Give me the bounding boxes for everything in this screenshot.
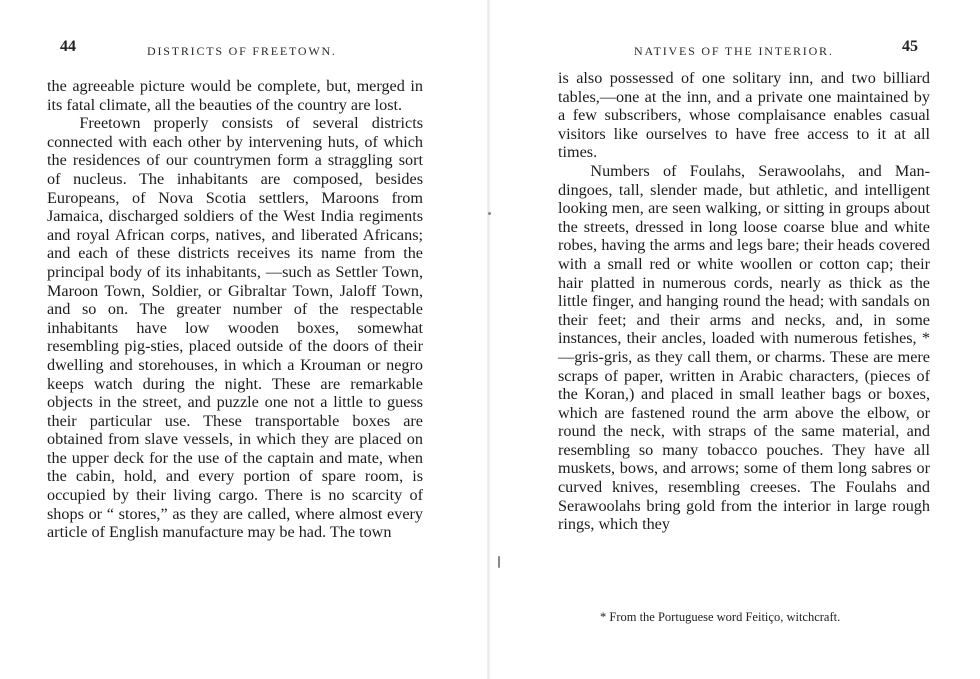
scan-speck: [488, 212, 491, 215]
page-number-right: 45: [902, 38, 918, 55]
paragraph: the agreeable picture would be complete, but, merged in its fatal climate, all the beauties of the country are lost.: [47, 77, 423, 114]
scan-speck: [498, 556, 500, 568]
page-number-left: 44: [60, 38, 76, 55]
running-head-right: NATIVES OF THE INTERIOR.: [634, 44, 834, 58]
right-page: [490, 0, 980, 679]
paragraph: is also possessed of one solitary inn, and two billiard tables,—one at the inn, and a private one maintained by a few subscribers, whose complaisance enables casual visitors like ourselves to have free access to it at all times.: [558, 69, 930, 162]
running-head-left: DISTRICTS OF FREETOWN.: [147, 44, 337, 58]
paragraph: Freetown properly consists of several districts connected with each other by intervening huts, of which the residences of our countrymen form a straggling sort of nucleus. The inhabitants are composed, besides Europeans, of Nova Scotia settlers, Maroons from Jamaica, discharged soldiers of the West India regiments and royal African corps, natives, and liberated Africans; and each of these districts receives its name from the principal body of its inhabitants, —such as Settler Town, Maroon Town, Soldier, or Gibraltar Town, Jaloff Town, and so on. The greater number of the respectable inhabitants have low wooden boxes, somewhat resembling pig-sties, placed outside of the doors of their dwelling and storehouses, in which a Krouman or negro keeps watch during the night. These are remarkable objects in the street, and puzzle one not a little to guess their particular use. These transportable boxes are obtained from slave vessels, in which they are placed on the upper deck for the use of the captain and mate, when the cabin, hold, and every portion of spare room, is occupied by their living cargo. There is no scarcity of shops or “ stores,” as they are called, where almost every article of English manufacture may be had. The town: [47, 114, 423, 542]
left-body-text: [47, 77, 423, 542]
right-body-text: [558, 69, 930, 534]
footnote: * From the Portuguese word Feitiço, witchcraft.: [600, 610, 841, 624]
paragraph: Numbers of Foulahs, Serawoolahs, and Mandingoes, tall, slender made, but athletic, and intelligent looking men, are seen walking, or sitting in groups about the streets, dressed in long loose coarse blue and white robes, having the arms and legs bare; their heads covered with a small red or white woollen or cotton cap; their hair platted in numerous cords, nearly as thick as the little finger, and hanging round the head; with sandals on their feet; and their arms and necks, and, in some instances, their ancles, loaded with numerous fetishes, *—gris-gris, as they call them, or charms. These are mere scraps of paper, written in Arabic characters, (pieces of the Koran,) and placed in small leather bags or boxes, which are fastened round the arm above the elbow, or round the neck, with straps of the same material, and resembling so many tobacco pouches. They have all muskets, bows, and arrows; some of them long sabres or curved knives, resembling creeses. The Foulahs and Serawoolahs bring gold from the interior in large rough rings, which they: [558, 161, 930, 534]
